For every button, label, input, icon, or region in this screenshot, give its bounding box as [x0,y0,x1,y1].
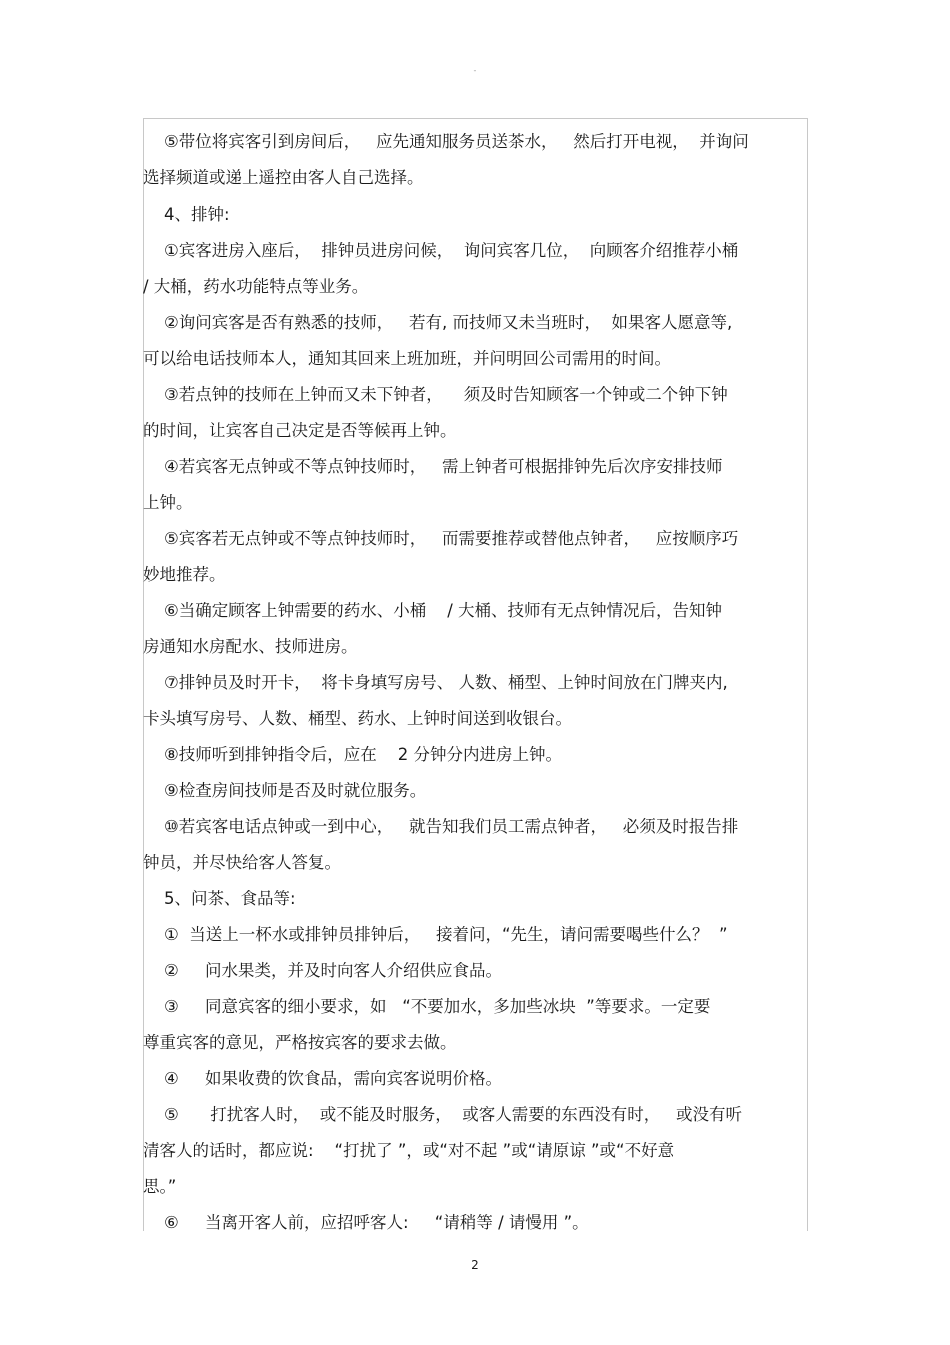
header-mark: - [473,66,477,75]
text-line: ⑦排钟员及时开卡， 将卡身填写房号、 人数、桶型、上钟时间放在门牌夹内, [143,673,728,692]
text-line: 钟员，并尽快给客人答复。 [143,853,341,872]
text-line: / 大桶，药水功能特点等业务。 [143,277,369,296]
text-line: ③ 同意宾客的细小要求，如 “不要加水，多加些冰块 ”等要求。一定要 [143,997,711,1016]
text-line: ① 当送上一杯水或排钟员排钟后， 接着问，“先生，请问需要喝些什么？ ” [143,925,728,944]
text-line: ⑥ 当离开客人前，应招呼客人: “请稍等 / 请慢用 ”。 [143,1213,589,1232]
text-line: ⑤ 打扰客人时， 或不能及时服务， 或客人需要的东西没有时， 或没有听 [143,1105,742,1124]
text-line: 尊重宾客的意见，严格按宾客的要求去做。 [143,1033,457,1052]
text-line: 上钟。 [143,493,193,512]
text-line: ⑤宾客若无点钟或不等点钟技师时， 而需要推荐或替他点钟者， 应按顺序巧 [143,529,739,548]
text-line: ⑧技师听到排钟指令后，应在 2 分钟分内进房上钟。 [143,745,562,764]
text-line: 卡头填写房号、人数、桶型、药水、上钟时间送到收银台。 [143,709,572,728]
text-line: ⑤带位将宾客引到房间后， 应先通知服务员送茶水， 然后打开电视， 并询问 [143,132,749,151]
text-line: ② 问水果类，并及时向客人介绍供应食品。 [143,961,502,980]
text-line: 房通知水房配水、技师进房。 [143,637,358,656]
text-line: 可以给电话技师本人，通知其回来上班加班，并问明回公司需用的时间。 [143,349,671,368]
text-line: ⑩若宾客电话点钟或一到中心， 就告知我们员工需点钟者， 必须及时报告排 [143,817,739,836]
text-line: ④若宾客无点钟或不等点钟技师时， 需上钟者可根据排钟先后次序安排技师 [143,457,723,476]
text-line: 的时间，让宾客自己决定是否等候再上钟。 [143,421,457,440]
page-number: 2 [471,1258,479,1272]
text-line: 4、排钟: [143,205,230,224]
text-line: 清客人的话时，都应说: “打扰了 ”，或“对不起 ”或“请原谅 ”或“不好意 [143,1141,675,1160]
text-line: ④ 如果收费的饮食品，需向宾客说明价格。 [143,1069,502,1088]
text-line: 选择频道或递上遥控由客人自己选择。 [143,168,424,187]
text-line: ①宾客进房入座后， 排钟员进房问候， 询问宾客几位， 向顾客介绍推荐小桶 [143,241,739,260]
text-line: ⑥当确定顾客上钟需要的药水、小桶 / 大桶、技师有无点钟情况后，告知钟 [143,601,723,620]
text-line: ③若点钟的技师在上钟而又未下钟者， 须及时告知顾客一个钟或二个钟下钟 [143,385,728,404]
text-line: 5、问茶、食品等: [143,889,296,908]
text-line: 思。” [143,1177,177,1196]
text-line: 妙地推荐。 [143,565,226,584]
text-line: ⑨检查房间技师是否及时就位服务。 [143,781,427,800]
text-line: ②询问宾客是否有熟悉的技师， 若有, 而技师又未当班时， 如果客人愿意等, [143,313,733,332]
